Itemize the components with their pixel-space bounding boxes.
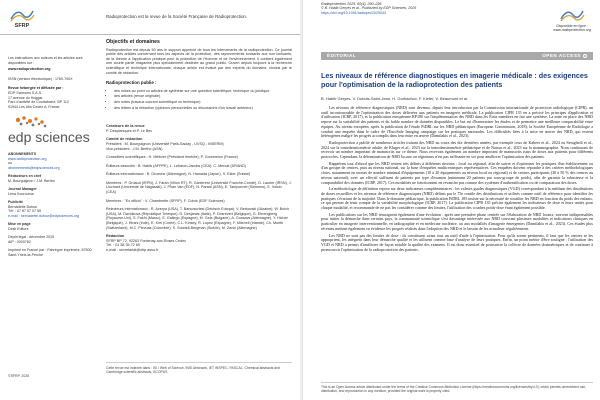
body-paragraph: Les niveaux de référence diagnostiques (NRD) sont devenus, depuis leur introduction par la Commission internationale de protection radiologique (CIPR), un outil incontournable de l'optimisation des doses délivrées aux patients en imagerie médicale. La publication CIPR 135 en a précisé les principes d'application et d'utilisation (ICRP, 2017), et la publication européenne RP180 sur l'implémentation des NRD dans les États membres en fait une synthèse. La mise en place des NRD repose sur la variabilité des patients et du faible nombre de données disponibles. Le but est d'harmoniser les études et de permettre une meilleure comparabilité entre équipes. Au niveau européen, après la publication de l'étude PiDRL sur les NRD pédiatriques (European Commission, 2018), la Société Européenne de Radiologie a conduit une enquête dans le cadre de l'EuroSafe Imaging campaign sur les pratiques nationales. Les difficultés liées à la mise en œuvre des NRD, qui restent hétérogènes malgré les progrès accomplis dans leur mise en œuvre (Damilakis et al., 2023). bbox=[321, 105, 593, 139]
committee-advisors: Conseillers scientifiques : H. Métivier (Président émérite), P. Gourmelon (France) bbox=[106, 155, 238, 160]
copyright-line: © B. Habib Geryes et al., Published by EDP Sciences, 2025 bbox=[321, 6, 417, 11]
redaction-heading: Rédaction bbox=[106, 234, 125, 239]
committee-vice: Vice-président : J.M. Bertho (ASN) bbox=[106, 146, 163, 151]
open-access-badge bbox=[542, 53, 587, 58]
editors-names: M. Bourguignon / J.M. Bertho bbox=[8, 178, 55, 183]
printer: Imprimé en France par : Fabrègue imprimeur, 87500 Saint-Yrieix-la-Perche bbox=[8, 248, 92, 257]
section-banner bbox=[321, 52, 593, 60]
committee-reviewers: Relecteurs internationaux : R. Azerya (USA), T. Barsosurtesi (Déutsch Eutopa), V. Berkovski (Ukraine), W. Bolch (USA), M. Davidkova (République Tchèque), D. Desjarais (Italie), P. Dosrevert (Belgique), G. Ehrengberg (Royaume-Uni), S. Fakhi (Maroc), E. Gallego (Espagne), M. Gets (Bulgarie), A. Gussavs (Allemagne), Y. Hicher (Belgique), J. Hirani (Inde), E. Kim (Corée), C.L. Kinsey, R. Lopez (Espagne), F. Mitchell (Irlande), Ch. Murith (Switzerland), M.C. Plevuas (Colombie), S. Sundell-Bergman (Suède), M. Zankl (Allemagne) bbox=[106, 207, 290, 230]
open-access-label: OPEN ACCESS bbox=[542, 53, 581, 58]
publisher-title: Revue hébergée et diffusée par : bbox=[8, 86, 64, 91]
body-paragraph: Rappelons tout d'abord que les NRD restent très définis à différents niveaux : local ou régional, afin de suivre et d'optimiser les pratiques d'un établissement ou d'un groupe de centres, puis au niveau national, sur la base d'enquêtes multicentriques représentatives. Ces enquêtes doivent répondre à des critères méthodologiques clairs, notamment en termes de nombre minimal d'équipements (10 à 20 équipements au niveau local ou régional) et de centres participants (30 à 50 % des centres au niveau national), avec un effectif suffisant de patients par type d'examen (minimum 20 patients par sous-groupe de poids), afin de garantir la robustesse et la comparabilité des données (ICRP, 2017). Ces modalités ne fonctionnent en revanche pas comme des systèmes d'authentification ou de comparaison des doses. bbox=[321, 160, 593, 185]
subscriptions-email[interactable]: abonnements@edpsciences.org bbox=[8, 165, 60, 170]
journal-line: Radioprotection est la revue de la Société Française de Radioprotection. bbox=[106, 14, 248, 19]
edp-logo-icon bbox=[4, 112, 96, 150]
list-item: • des mises au point ou articles de synthèse sur une question scientifique, technique ou juridique bbox=[114, 89, 292, 94]
objectives-heading: Objectifs et domaines bbox=[106, 39, 160, 45]
article-body bbox=[321, 106, 593, 254]
redaction-address: SFRP BP 72, 92263 Fontenay-aux-Roses Cedex bbox=[106, 238, 187, 243]
subscriptions-or: ou bbox=[8, 161, 12, 165]
body-paragraph: Les NRD ne sont pas des limites de dose : ils constituent avant tout un outil d'aide à l'optimisation. Pour qu'ils soient pertinents, il faut que les centres se les approprient, les intègrent dans leur démarche qualité et les utilisent comme base d'analyse de leurs pratiques. Enfin, un point mérite d'être souligné : l'utilisation des VGD et NRD a permis d'améliorer de façon notable la qualité des examens. Il est donc essentiel de poursuivre la collecte de données dosimétriques et de continuer à promouvoir l'optimisation de la radioprotection des patients. bbox=[321, 232, 593, 252]
publication-types-list bbox=[106, 89, 292, 110]
layout-title: Mise en page bbox=[8, 222, 31, 226]
left-page-header bbox=[0, 0, 300, 35]
committee-members-2: Membres : "Ex officio" : V. Chambrette (SFRP), F. Colvis (EDF Sciences) bbox=[106, 198, 225, 203]
left-sidebar-contacts bbox=[8, 152, 98, 261]
divider bbox=[106, 362, 292, 363]
list-item: • des notes (travaux courant scientifique ou technique) bbox=[114, 100, 292, 105]
aip-number: AIP : 0000782 bbox=[8, 239, 31, 244]
left-main-column bbox=[106, 40, 292, 257]
subscriptions-title: ABONNEMENTS bbox=[8, 152, 37, 156]
committee-international: Éditeurs internationaux : B. Groeche (Allemagne), N. Hamada (Japon), S. Ester (Suisse) bbox=[106, 172, 251, 177]
committee-associate: Éditeurs associés : B. Habib (AFPPE), L. Lebaron-Jacobs (CEA), C. Mercat (DRAND) bbox=[106, 163, 246, 168]
open-access-icon bbox=[583, 54, 587, 58]
journal-manager-name: Lena Kourouma bbox=[8, 191, 34, 196]
article-authors: B. Habib Geryes, V. Dubois-Saint-Jean, H. Gorbachov, F. Kiefer, V. Beaumont et al. bbox=[321, 96, 469, 101]
available-online-url[interactable]: www.radioprotection.org bbox=[553, 28, 591, 32]
publisher-name: EDP Sciences S.A.S. bbox=[8, 90, 43, 95]
sfrp-logo-icon bbox=[8, 6, 36, 24]
site-url[interactable]: www.radioprotection.org bbox=[8, 67, 51, 72]
radioprotection-publie-heading: Radioprotection publie : bbox=[106, 80, 157, 86]
legal-deposit: Dépôt légal : décembre 2025 bbox=[8, 235, 55, 239]
advertising-phone: Tél. : 07 87 57 07 59 bbox=[8, 209, 41, 213]
objectives-text: Radioprotection est depuis 50 ans le support apprécié de tous les intervenants de la radioprotection. Ce journal publie des articles concernant tous les aspects de la protection, des rayonnements ionisants aux non ionisants, de la théorie à l'application pratique pour la protection de l'Homme et de l'environnement. Il contient également une courte partie magazine plus spécialement destinée au grand public. Ouvert depuis toujours à la recherche scientifique et technique internationale, chaque article est évalué par des experts du domaine, choisis par le comité de rédaction. bbox=[106, 47, 292, 75]
publisher-address-3: 91944 Les Ulis Cedex A, France bbox=[8, 104, 60, 109]
redaction-phone: Tél. : 01 58 35 72 65 bbox=[106, 243, 140, 248]
available-online-label: Disponible en ligne : bbox=[556, 24, 588, 28]
copyright: ©SFRP, 2025 bbox=[8, 374, 30, 378]
body-paragraph: Les publications sur les NRD témoignent également d'une évolution : après une première phase centrée sur l'élaboration de NRD locaux, souvent indispensables pour initier la démarche dans certains pays, la communauté scientifique s'est davantage intéressée aux NRD couvrant plusieurs modalités et indications cliniques en particulier en imagerie interventionnelle, en radiographie et en médecine nucléaire, ou aux modalités d'imagerie émergentes (Damilakis et al., 2023). Ces études plus récentes mettent également en évidence les progrès réalisés dans l'adoption des NRD et le besoin de les actualiser régulièrement. bbox=[321, 211, 593, 231]
committee-president: Président : M. Bourguignon (Université Paris-Saclay - UVSQ - INSERM) bbox=[106, 141, 224, 146]
edp-logo-text: edp sciences bbox=[8, 129, 90, 145]
body-paragraph: Radioprotection a publié de nombreux articles traitant des NRD au cours des dix dernières années, par exemple ceux de Kabeer et al., 2024 ou Senighedi et al., 2024 sur la tomodensitométrie adulte, de Kluger et al., 2023 sur la tomodensitométrie pédiatrique et de Nassar et al., 2023 sur la mammographie. Nous continuons de recevoir un nombre important de manuscrits sur ce thème. Nous recevons également un nombre important de manuscrits issus de doses aux patients pour différents protocoles. Cependant, la détermination de NRD locaux ou régionaux n'est pas suffisante en soi pour améliorer l'optimisation des patients. bbox=[321, 139, 593, 160]
citation-line: Radioprotection 2025, 60(4), 290–296 bbox=[321, 2, 382, 6]
advertising-title: Publicité bbox=[8, 200, 23, 204]
article-title: Les niveaux de référence diagnostiques en imagerie médicale : des exigences pour l'optimisation de la radioprotection des patients bbox=[321, 71, 588, 89]
license-footer: This is an Open Access article distributed under the terms of the Creative Commons Attribution License (https://creativecommons.org/licenses/by/4.0), which permits unrestricted use, distribution, and reproduction in any medium, provided the original work is properly cited. bbox=[321, 382, 593, 393]
sfrp-logo-text: SFRP bbox=[14, 23, 30, 29]
indexing-note: Cette revue est indexée dans : ISI / Web of Science, INIS Abstracts, IET INSPEC, PASCAL, Chemical abstracts and Cambridge scientific abstracts, SCOPUS bbox=[106, 366, 280, 375]
editors-title: Rédacteurs en chef bbox=[8, 174, 42, 178]
layout-name: Desk Editors bbox=[8, 226, 29, 231]
publisher-address-2: Parc d'activité de Courtabœuf, BP 112 bbox=[8, 100, 69, 105]
edp-sciences-logo bbox=[4, 112, 96, 150]
sfrp-logo-icon bbox=[558, 6, 586, 24]
list-item: • des lettres à la rédaction (opinions personnelles ou discussions d'un travail antérieur) bbox=[114, 106, 292, 111]
article-header bbox=[321, 2, 416, 15]
publisher-address-1: 17 avenue du Hoggar bbox=[8, 95, 43, 100]
committee-members-1: Membres : P. Gruaud (IRPN), J. Farah (Vilion RT), R. Ganlerest (Université Franche-Comté), D. Laurier (IRSN), J. Liochard (Université de Nagasaki), J. Phan Van (EDF), N. Paradi (ASN), E. Tamponnet (Siemens), E. Voisin (CEA) bbox=[106, 180, 292, 195]
committee-heading: Comité de rédaction bbox=[106, 137, 143, 142]
right-page bbox=[302, 0, 600, 400]
advertising-name: Bernadette Dufour bbox=[8, 204, 38, 209]
subscriptions-url[interactable]: www.radioprotection.org bbox=[8, 156, 47, 161]
advertising-email[interactable]: e-mail : bernadette.dufour@edpsciences.org bbox=[8, 213, 79, 218]
journal-manager-title: Journal Manager bbox=[8, 187, 37, 191]
sfrp-logo-right bbox=[549, 6, 595, 36]
editorial-label: ÉDITORIAL bbox=[327, 53, 357, 58]
body-paragraph: La méthodologie de définition repose sur deux indicateurs complémentaires : les valeurs guides diagnostiques (VGD) correspondant à la médiane des distributions de doses recueillies et les niveaux de référence diagnostiques (NRD) définis par le 75e centile des distributions et utilisés comme outil de référence pour identifier les pratiques s'écartant de la majorité. Dans le domaine pédiatrique, la publication PiDRL 185 insiste sur la nécessité de stratifier les NRD en fonction du poids des enfants, ce qui permet de tenir compte de la variabilité morphologique (ICRP, 2017). La publication CIPR 135 précise également les indicateurs de dose et leurs unités pour chaque modalité, et recommande de ne pas les considérer comme des limites, l'utilisation des courbes poids-dose étant également possible. bbox=[321, 186, 593, 211]
creators-heading: Créateurs de la revue bbox=[106, 124, 145, 129]
creators-text: P. Desplanques et P. Le Bec bbox=[106, 128, 153, 133]
list-item: • des articles (revue originale) bbox=[114, 94, 292, 99]
doi-link[interactable]: https://doi.org/10.1051/radiopro/2025043 bbox=[321, 10, 386, 15]
redaction-email[interactable]: e-mail : secretariat@sfrp.asso.fr bbox=[106, 248, 159, 252]
issn: ISSN (version électronique) : 1769-700X bbox=[8, 76, 73, 81]
sfrp-logo bbox=[8, 6, 36, 28]
authors-intro: Les instructions aux auteurs et les articles sont disponibles sur : bbox=[8, 56, 83, 65]
left-sidebar bbox=[8, 56, 96, 109]
